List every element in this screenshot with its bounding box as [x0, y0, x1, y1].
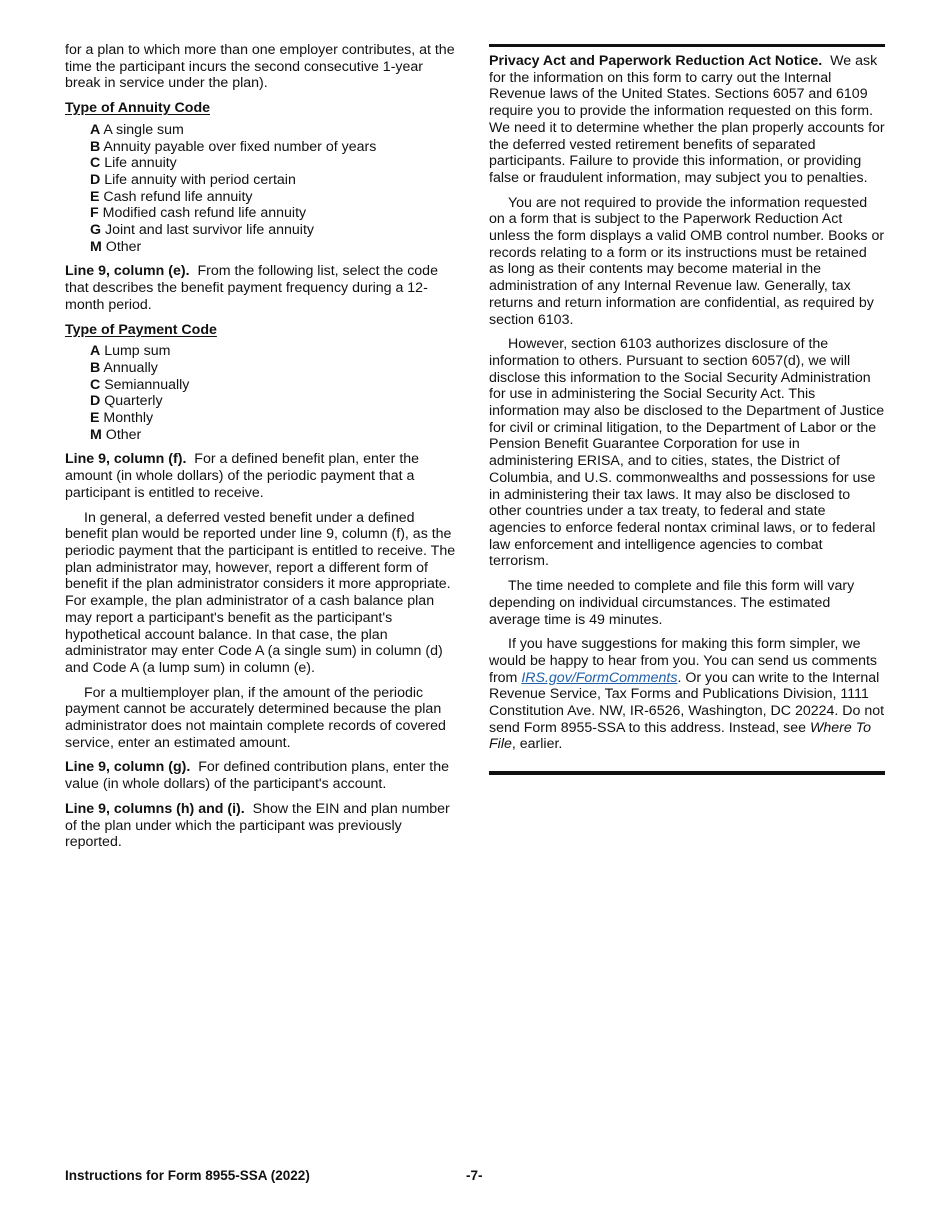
list-item: D Life annuity with period certain	[90, 171, 296, 188]
list-item: M Other	[90, 426, 142, 443]
line9g-paragraph: Line 9, column (g). For defined contribution plans, enter the value (in whole dollars) of the participant's account.	[65, 759, 450, 793]
right-column	[489, 53, 885, 761]
line9hi-paragraph: Line 9, columns (h) and (i). Show the EIN and plan number of the plan under which the participant was previously reported.	[65, 800, 450, 851]
payment-code-heading: Type of Payment Code	[65, 321, 217, 338]
payment-code-list	[90, 343, 460, 443]
form-comments-link[interactable]: IRS.gov/FormComments	[521, 669, 678, 686]
time-estimate-paragraph: The time needed to complete and file this form will vary depending on individual circumstances. The estimated average time is 49 minutes.	[489, 578, 855, 628]
list-item: D Quarterly	[90, 393, 163, 410]
list-item: B Annually	[90, 359, 158, 376]
annuity-code-heading: Type of Annuity Code	[65, 100, 211, 117]
footer-title: Instructions for Form 8955-SSA (2022)	[65, 1168, 310, 1183]
general-paragraph: In general, a deferred vested benefit under a defined benefit plan would be reported under line 9, column (f), as the periodic payment that the participant is entitled to receive. The plan administrator may, however, report a different form of benefit if the plan administrator considers it more appropriate. For example, the plan administrator of a cash balance plan may report a participant's benefit as the participant's hypothetical account balance. In that case, the plan administrator may enter Code A (a single sum) in column (d) and Code A (a lump sum) in column (e).	[65, 509, 456, 676]
list-item: B Annuity payable over fixed number of years	[90, 138, 377, 155]
omb-paragraph: You are not required to provide the information requested on a form that is subject to the Paperwork Reduction Act unless the form displays a valid OMB control number. Books or records relating to a form or its instructions must be retained as long as their contents may become material in the administration of any Internal Revenue law. Generally, tax returns and return information are confidential, as required by section 6103.	[489, 194, 885, 328]
line9e-paragraph: Line 9, column (e). From the following list, select the code that describes the benefit payment frequency during a 12-month period.	[65, 263, 438, 313]
annuity-code-list	[90, 122, 460, 256]
list-item: G Joint and last survivor life annuity	[90, 222, 314, 239]
intro-paragraph: for a plan to which more than one employer contributes, at the time the participant incurs the second consecutive 1-year break in service under the plan).	[65, 42, 455, 92]
list-item: C Life annuity	[90, 155, 177, 172]
list-item: A A single sum	[90, 121, 184, 138]
list-item: E Monthly	[90, 410, 154, 427]
notice-top-rule	[489, 44, 885, 47]
multiemployer-paragraph: For a multiemployer plan, if the amount of the periodic payment cannot be accurately determined because the plan administrator does not maintain complete records of covered service, enter an estimated amount.	[65, 684, 446, 751]
privacy-notice-paragraph: Privacy Act and Paperwork Reduction Act Notice. We ask for the information on this form to carry out the Internal Revenue laws of the United States. Sections 6057 and 6109 require you to provide the information requested on this form. We need it to determine whether the plan properly accounts for the deferred vested retirement benefits of separated participants. Failure to provide this information, or providing false or fraudulent information, may subject you to penalties.	[489, 53, 885, 186]
disclosure-paragraph: However, section 6103 authorizes disclosure of the information to others. Pursuant to section 6057(d), we will disclose this information to the Social Security Administration for use in administering the Social Security Act. This information may also be disclosed to the Department of Justice for civil or criminal litigation, to the Department of Labor or the Pension Benefit Guarantee Corporation for use in administering ERISA, and to cities, states, the District of Columbia, and U.S. commonwealths and possessions for use in administering their tax laws. It may also be disclosed to other countries under a tax treaty, to federal and state agencies to enforce federal nontax criminal laws, or to federal law enforcement and intelligence agencies to combat terrorism.	[489, 336, 885, 570]
comments-paragraph: If you have suggestions for making this form simpler, we would be happy to hear from you. You can send us comments from IRS.gov/FormComments. Or you can write to the Internal Revenue Service, Tax Forms and Publications Division, 1111 Constitution Ave. NW, IR-6526, Washington, DC 20224. Do not send Form 8955-SSA to this address. Instead, see Where To File, earlier.	[489, 636, 885, 753]
page-number: -7-	[466, 1168, 483, 1183]
list-item: E Cash refund life annuity	[90, 188, 253, 205]
list-item: F Modified cash refund life annuity	[90, 205, 307, 222]
left-column	[65, 42, 460, 859]
list-item: A Lump sum	[90, 343, 171, 360]
list-item: C Semiannually	[90, 376, 190, 393]
notice-bottom-rule	[489, 771, 885, 775]
list-item: M Other	[90, 238, 142, 255]
line9f-paragraph: Line 9, column (f). For a defined benefit plan, enter the amount (in whole dollars) of the periodic payment that a participant is entitled to receive.	[65, 451, 420, 501]
